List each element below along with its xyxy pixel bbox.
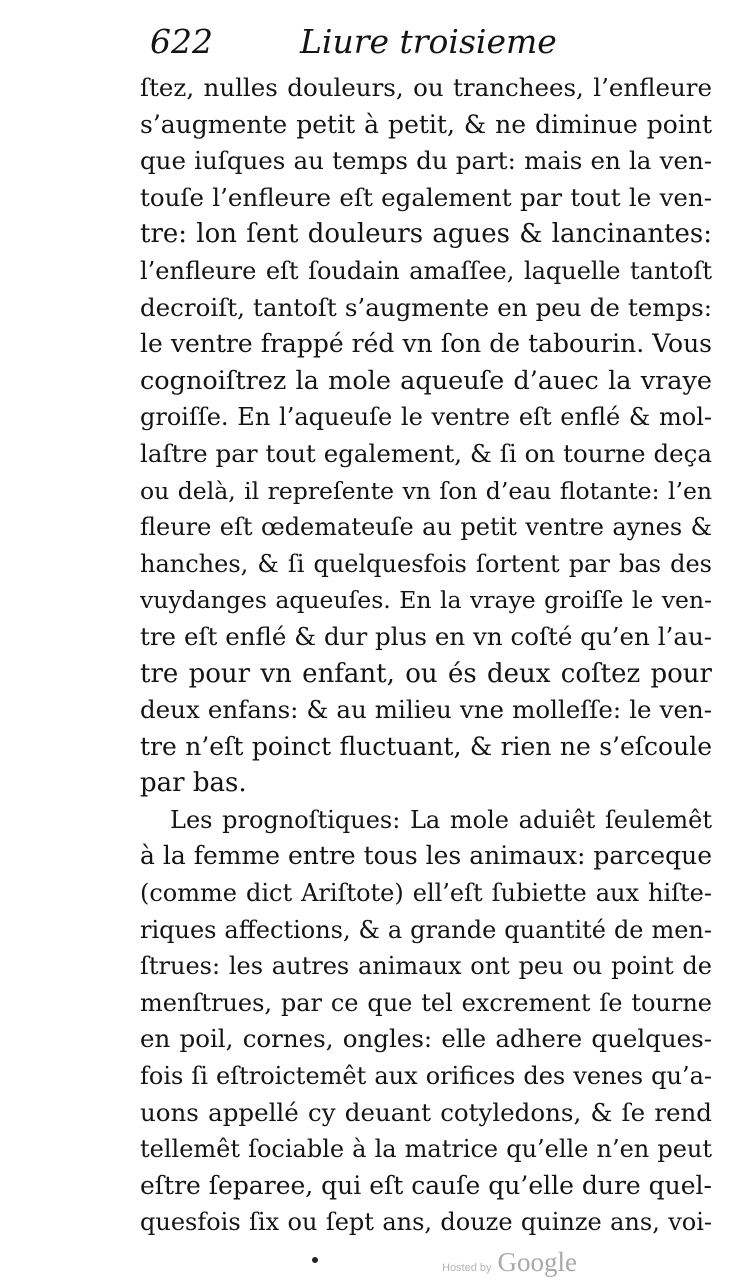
text-line: laſtre par tout egalement, & ſi on tourne deça: [140, 438, 712, 468]
text-line: vuydanges aqueuſes. En la vraye groiſſe le ven-: [140, 586, 712, 615]
text-line: quesfois ſix ou ſept ans, douze quinze ans, voi-: [140, 1208, 712, 1237]
text-line: touſe l’enfleure eſt egalement par tout le ven-: [140, 182, 712, 212]
text-line: ſtrues: les autres animaux ont peu ou point de: [140, 952, 712, 981]
google-watermark: [442, 1247, 577, 1283]
text-line: fois ſi eſtroictemêt aux orifices des venes qu’a-: [140, 1062, 712, 1091]
text-line: tre eſt enflé & dur plus en vn coſté qu’en l’au-: [140, 621, 712, 651]
body-text: [140, 70, 712, 1241]
text-line: ſtez, nulles douleurs, ou tranchees, l’enfleure: [140, 73, 712, 102]
text-line: à la femme entre tous les animaux: parceque: [140, 841, 712, 871]
text-line: l’enfleure eſt ſoudain amaſſee, laquelle tantoſt: [140, 256, 712, 285]
text-line: uons appellé cy deuant cotyledons, & ſe rend: [140, 1097, 712, 1127]
page-number: 622: [150, 22, 213, 61]
text-line: tre pour vn enfant, ou és deux coſtez pour: [140, 658, 712, 689]
ink-dot: [312, 1257, 318, 1263]
running-head: [150, 18, 710, 68]
text-line: s’augmente petit à petit, & ne diminue point: [140, 109, 712, 139]
text-line: (comme dict Ariſtote) ell’eſt ſubiette aux hiſte-: [140, 879, 712, 908]
book-title: Liure troisieme: [300, 22, 557, 61]
text-line: menſtrues, par ce que tel excrement ſe tourne: [140, 988, 712, 1017]
text-line: riques affections, & a grande quantité de men-: [140, 915, 712, 944]
text-line: decroiſt, tantoſt s’augmente en peu de temps:: [140, 292, 712, 322]
text-line: deux enfans: & au milieu vne molleſſe: le ven-: [140, 695, 712, 725]
text-line: hanches, & ſi quelquesfois ſortent par bas des: [140, 549, 712, 578]
text-line: tre: lon ſent douleurs agues & lancinantes:: [140, 219, 712, 250]
text-line: eſtre ſeparee, qui eſt cauſe qu’elle dure quel-: [140, 1170, 712, 1200]
text-line: fleure eſt œdemateuſe au petit ventre aynes &: [140, 513, 712, 542]
text-line: Les prognoſtiques: La mole aduiêt ſeulemêt: [170, 805, 712, 834]
text-line: groiſſe. En l’aqueuſe le ventre eſt enflé & mol-: [140, 403, 712, 432]
hosted-by-label: Hosted by: [442, 1262, 492, 1274]
text-line: tellemêt ſociable à la matrice qu’elle n’en peut: [140, 1135, 712, 1164]
text-line: le ventre frappé réd vn ſon de tabourin. Vous: [140, 329, 712, 359]
text-line: en poil, cornes, ongles: elle adhere quelques-: [140, 1024, 712, 1054]
text-line: cognoiſtrez la mole aqueuſe d’auec la vraye: [140, 365, 712, 396]
text-line: ou delà, il repreſente vn ſon d’eau flotante: l’en: [140, 476, 712, 505]
text-line: tre n’eſt poinct fluctuant, & rien ne s’eſcoule: [140, 731, 712, 761]
text-line: par bas.: [140, 768, 247, 799]
text-line: que iuſques au temps du part: mais en la ven-: [140, 146, 712, 176]
google-logo: Google: [497, 1247, 578, 1277]
